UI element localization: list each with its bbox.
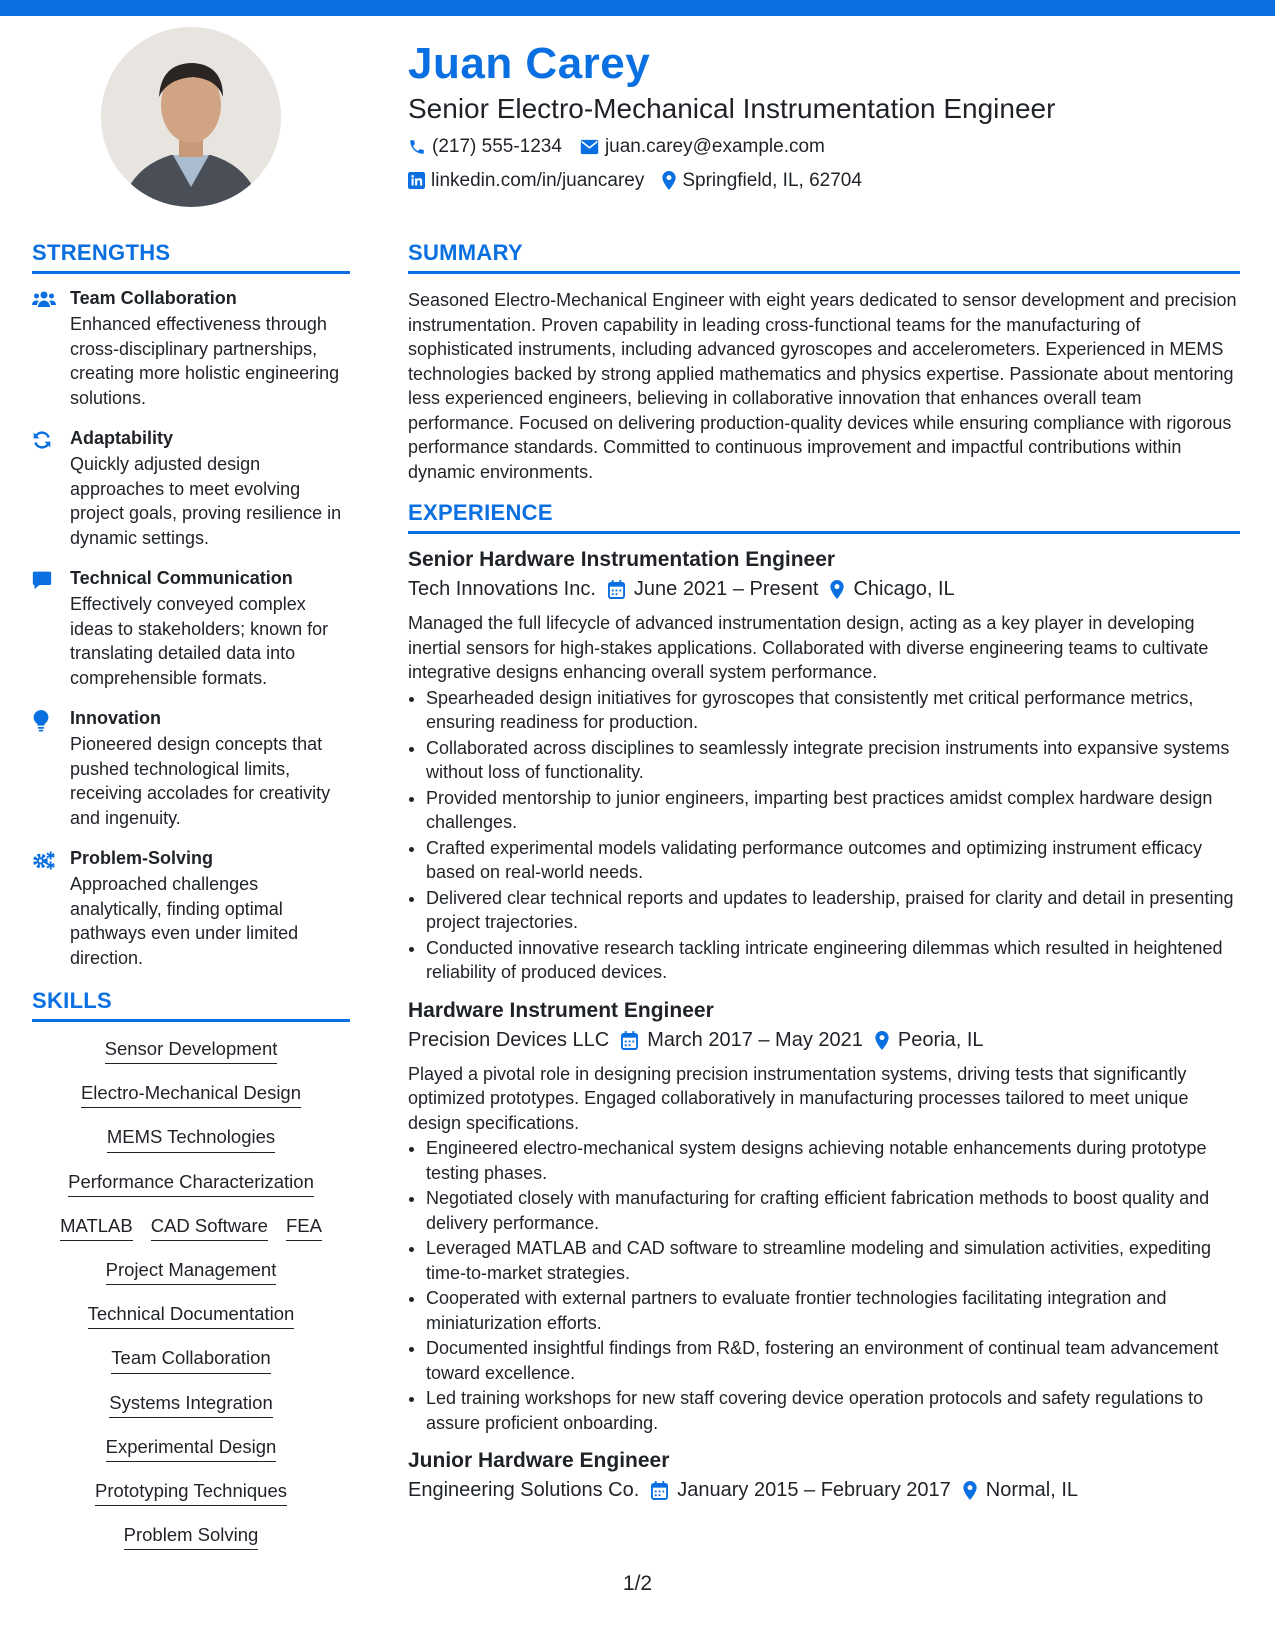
comment-icon (32, 570, 52, 590)
strength-description: Pioneered design concepts that pushed technological limits, receiving accolades for creativity and ingenuity. (70, 734, 331, 828)
candidate-name: Juan Carey (408, 39, 651, 88)
job-dates: June 2021 – Present (633, 578, 819, 600)
right-column (408, 240, 1240, 1516)
linkedin-icon (408, 172, 425, 189)
job-dates: March 2017 – May 2021 (647, 1028, 863, 1051)
strength-item (32, 848, 350, 970)
skill-tag: Performance Characterization (68, 1171, 314, 1197)
skill-tag: Prototyping Techniques (95, 1480, 287, 1506)
strengths-heading: STRENGTHS (32, 240, 350, 274)
left-column (32, 240, 350, 1568)
job-bullet: • Collaborated across disciplines to seamlessly integrate precision instruments into expansive systems without loss of functionality. (426, 736, 1240, 785)
skill-tag: Electro-Mechanical Design (81, 1082, 301, 1108)
job-bullet: • Documented insightful findings from R&D, fostering an environment of continual team advancement toward excellence. (426, 1336, 1240, 1385)
calendar-icon (621, 1031, 638, 1050)
top-accent-bar (0, 0, 1275, 16)
cogs-icon (32, 850, 56, 870)
company-name: Tech Innovations Inc. (408, 578, 596, 600)
summary-text: Seasoned Electro-Mechanical Engineer with eight years dedicated to sensor development and precision instrumentation. Proven capability in leading cross-functional teams for the manufacturing of sophisticated instruments, including advanced gyroscopes and accelerometers. Experienced in MEMS technologies backed by strong applied mathematics and physics expertise. Passionate about mentoring less experienced engineers, believing in collaborative innovation that enhances overall team performance. Focused on delivering production-quality devices while ensuring compliance with rigorous performance standards. Committed to continuous improvement and impactful contributions within dynamic environments. (408, 290, 1237, 482)
strength-title: Technical Communication (70, 568, 293, 588)
map-marker-icon (963, 1481, 977, 1500)
email-text: juan.carey@example.com (604, 135, 825, 157)
job-bullet: • Conducted innovative research tackling intricate engineering dilemmas which resulted in heightened reliability of produced devices. (426, 936, 1240, 985)
phone-text: (217) 555-1234 (432, 135, 562, 157)
strength-item (32, 708, 350, 830)
calendar-icon (608, 580, 625, 599)
map-marker-icon (830, 580, 844, 599)
skill-tag: MATLAB (60, 1215, 133, 1241)
phone-contact[interactable] (408, 136, 562, 158)
skills-section (32, 988, 350, 1550)
job-bullet: • Spearheaded design initiatives for gyroscopes that consistently met critical performance metrics, ensuring readiness for production. (426, 686, 1240, 735)
strength-title: Team Collaboration (70, 288, 237, 308)
calendar-icon (651, 1481, 668, 1500)
job-bullet: • Provided mentorship to junior engineers, imparting best practices amidst complex hardware design challenges. (426, 786, 1240, 835)
summary-heading: SUMMARY (408, 240, 1240, 274)
linkedin-text: linkedin.com/in/juancarey (431, 169, 645, 191)
sync-icon (32, 430, 52, 450)
skill-tag: MEMS Technologies (107, 1126, 275, 1152)
job-bullet: • Engineered electro-mechanical system designs achieving notable enhancements during prototype testing phases. (426, 1136, 1240, 1185)
experience-heading: EXPERIENCE (408, 500, 1240, 534)
candidate-title: Senior Electro-Mechanical Instrumentation Engineer (408, 93, 1056, 125)
page-number: 1/2 (622, 1572, 653, 1595)
job-title: Senior Hardware Instrumentation Engineer (408, 548, 836, 571)
job-location: Chicago, IL (853, 578, 955, 600)
skill-tag: Team Collaboration (111, 1347, 270, 1373)
strength-title: Problem-Solving (70, 848, 214, 868)
job-bullet: • Negotiated closely with manufacturing for crafting efficient fabrication methods to boost quality and delivery performance. (426, 1186, 1240, 1235)
skill-tag: Problem Solving (124, 1524, 259, 1550)
envelope-icon (580, 139, 599, 155)
strength-item (32, 288, 350, 410)
users-icon (32, 290, 56, 308)
location-text: Springfield, IL, 62704 (682, 169, 862, 191)
profile-photo (101, 27, 281, 207)
strength-description: Enhanced effectiveness through cross-disciplinary partnerships, creating more holistic engineering solutions. (70, 314, 340, 408)
skill-tag: Sensor Development (105, 1038, 278, 1064)
location-contact (662, 170, 862, 192)
job-bullet: • Delivered clear technical reports and updates to leadership, praised for clarity and detail in presenting project trajectories. (426, 886, 1240, 935)
lightbulb-icon (32, 710, 50, 732)
strength-title: Adaptability (70, 428, 174, 448)
skill-tag: Systems Integration (109, 1392, 273, 1418)
job-summary: Played a pivotal role in designing precision instrumentation systems, driving tests that significantly optimized prototypes. Engaged collaboratively in manufacturing processes tailored to meet unique design specifications. (408, 1063, 1189, 1133)
company-name: Precision Devices LLC (408, 1028, 610, 1051)
job-bullet: • Cooperated with external partners to evaluate frontier technologies facilitating integration and miniaturization efforts. (426, 1286, 1240, 1335)
job-location: Normal, IL (985, 1479, 1079, 1501)
job-entry (408, 1449, 1240, 1502)
strength-description: Approached challenges analytically, finding optimal pathways even under limited direction. (70, 874, 299, 968)
job-location: Peoria, IL (897, 1028, 984, 1051)
skill-tag: FEA (286, 1215, 322, 1241)
email-contact[interactable] (580, 136, 825, 158)
strength-item (32, 428, 350, 550)
company-name: Engineering Solutions Co. (408, 1479, 640, 1501)
skill-tag: Technical Documentation (88, 1303, 295, 1329)
skill-tag: CAD Software (151, 1215, 268, 1241)
map-marker-icon (662, 171, 676, 190)
job-bullet: • Crafted experimental models validating performance outcomes and optimizing instrument efficacy based on real-world needs. (426, 836, 1240, 885)
strength-description: Effectively conveyed complex ideas to stakeholders; known for translating detailed data into comprehensible formats. (70, 594, 329, 688)
resume-header (408, 40, 1238, 192)
job-title: Junior Hardware Engineer (408, 1449, 670, 1472)
strength-item (32, 568, 350, 690)
skill-tag: Experimental Design (106, 1436, 277, 1462)
phone-icon (408, 138, 426, 156)
strength-title: Innovation (70, 708, 161, 728)
skill-tag: Project Management (106, 1259, 277, 1285)
job-bullet: • Led training workshops for new staff covering device operation protocols and safety regulations to assure proficient onboarding. (426, 1386, 1240, 1435)
linkedin-contact[interactable] (408, 170, 644, 192)
job-bullet: • Leveraged MATLAB and CAD software to streamline modeling and simulation activities, expediting time-to-market strategies. (426, 1236, 1240, 1285)
job-entry (408, 999, 1240, 1436)
job-summary: Managed the full lifecycle of advanced instrumentation design, acting as a key player in developing inertial sensors for high-stakes applications. Collaborated with diverse engineering teams to cultivate integrative designs enhancing overall system performance. (408, 613, 1209, 682)
job-dates: January 2015 – February 2017 (677, 1479, 951, 1501)
skills-heading: SKILLS (32, 988, 350, 1022)
job-entry (408, 548, 1240, 985)
strength-description: Quickly adjusted design approaches to meet evolving project goals, proving resilience in dynamic settings. (70, 454, 342, 548)
map-marker-icon (875, 1031, 889, 1050)
job-title: Hardware Instrument Engineer (408, 998, 714, 1022)
